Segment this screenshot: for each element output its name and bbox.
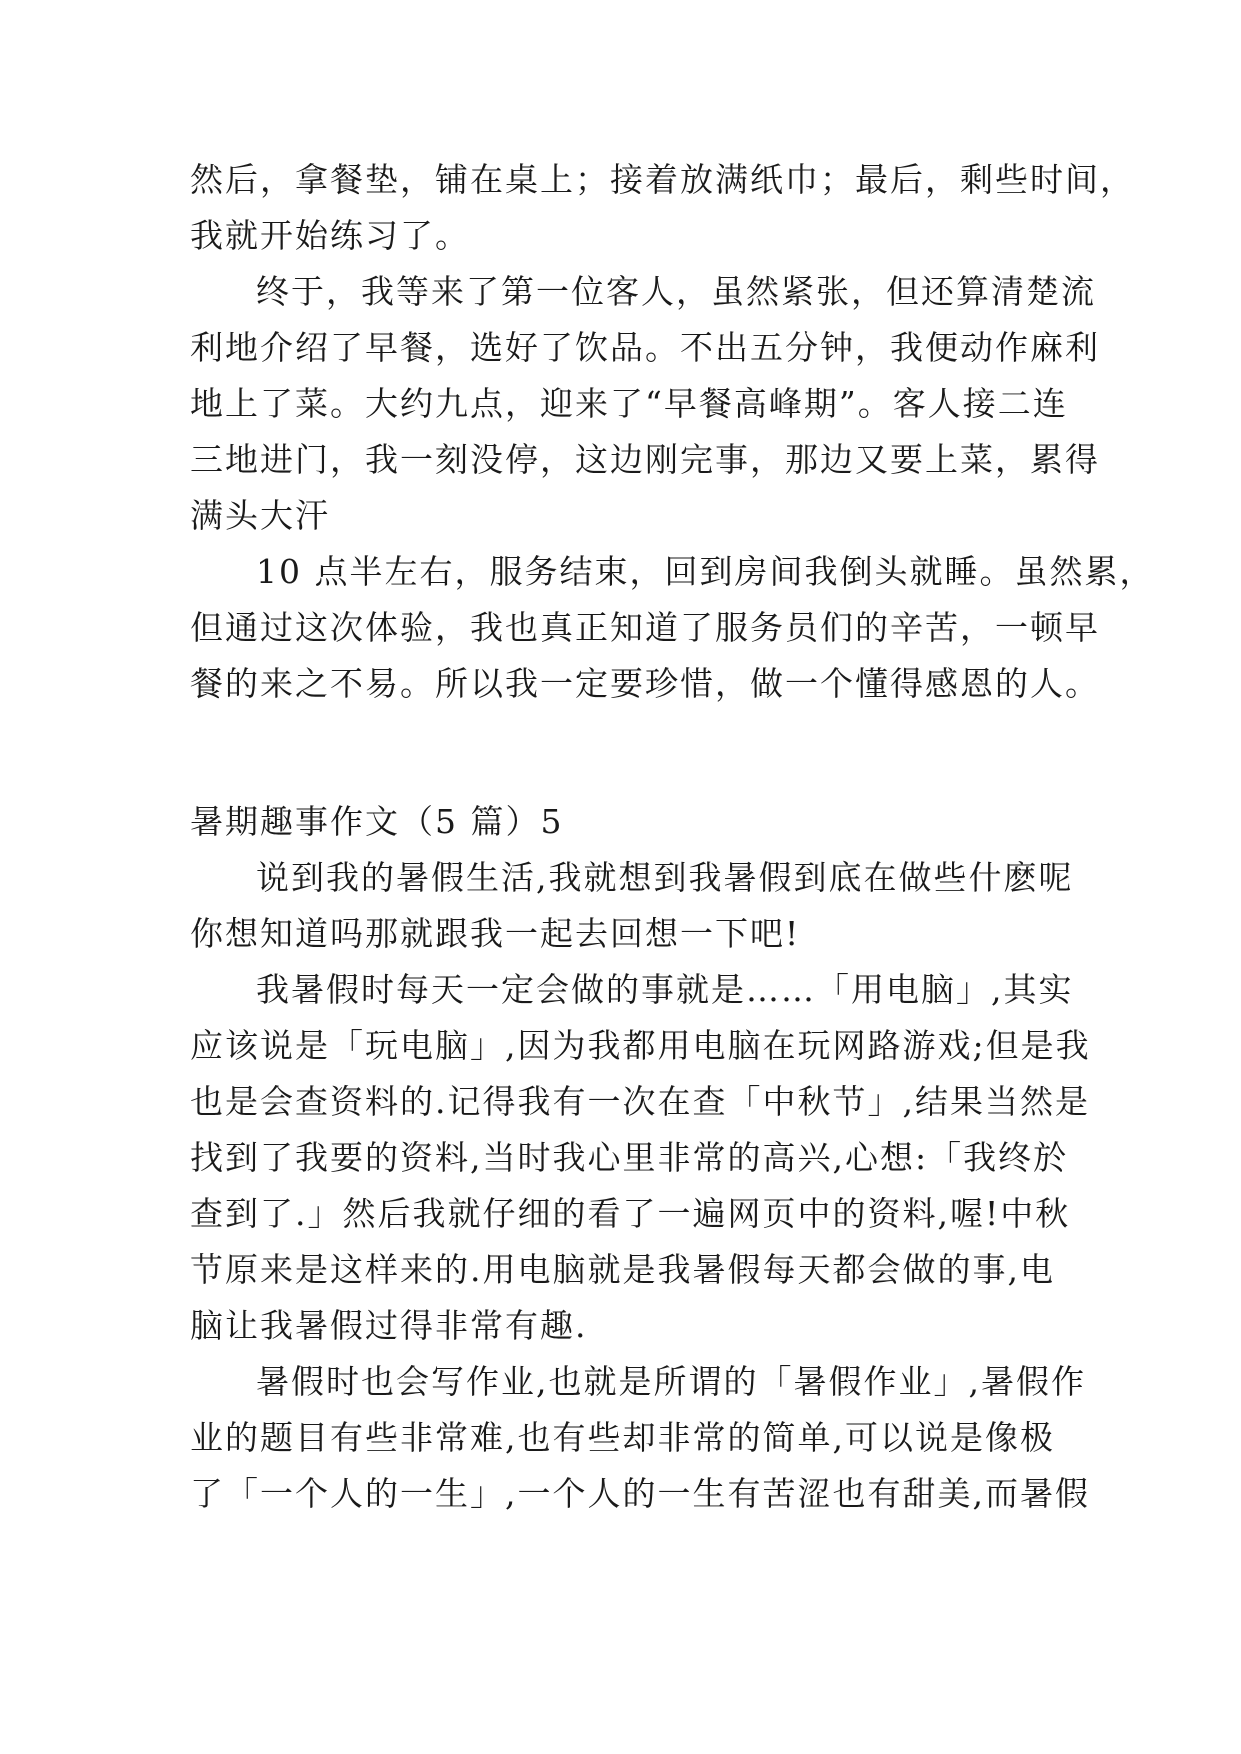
text-line: 了「一个人的一生」,一个人的一生有苦涩也有甜美,而暑假 bbox=[190, 1474, 1090, 1513]
text-line: 满头大汗 bbox=[190, 496, 330, 535]
text-line: 利地介绍了早餐，选好了饮品。不出五分钟，我便动作麻利 bbox=[190, 328, 1100, 367]
text-line: 三地进门，我一刻没停，这边刚完事，那边又要上菜，累得 bbox=[190, 440, 1100, 479]
essay-body-part-2 bbox=[190, 850, 1091, 1522]
text-line: 餐的来之不易。所以我一定要珍惜，做一个懂得感恩的人。 bbox=[190, 664, 1100, 703]
text-line: 也是会查资料的.记得我有一次在查「中秋节」,结果当然是 bbox=[190, 1082, 1090, 1121]
text-line: 节原来是这样来的.用电脑就是我暑假每天都会做的事,电 bbox=[190, 1250, 1055, 1289]
text-line: 然后，拿餐垫，铺在桌上；接着放满纸巾；最后，剩些时间， bbox=[190, 160, 1135, 199]
text-line: 说到我的暑假生活,我就想到我暑假到底在做些什麽呢 bbox=[256, 858, 1074, 897]
text-line: 我暑假时每天一定会做的事就是……「用电脑」,其实 bbox=[256, 970, 1074, 1009]
text-line: 10 点半左右，服务结束，回到房间我倒头就睡。虽然累， bbox=[256, 552, 1155, 591]
text-line: 我就开始练习了。 bbox=[190, 216, 470, 255]
text-line: 终于，我等来了第一位客人，虽然紧张，但还算清楚流 bbox=[256, 272, 1096, 311]
text-line: 找到了我要的资料,当时我心里非常的高兴,心想:「我终於 bbox=[190, 1138, 1069, 1177]
essay-body-part-1 bbox=[190, 152, 1155, 712]
text-line: 应该说是「玩电脑」,因为我都用电脑在玩网路游戏;但是我 bbox=[190, 1026, 1091, 1065]
text-line: 脑让我暑假过得非常有趣. bbox=[190, 1306, 588, 1345]
text-line: 地上了菜。大约九点，迎来了“早餐高峰期”。客人接二连 bbox=[190, 384, 1068, 423]
text-line: 暑假时也会写作业,也就是所谓的「暑假作业」,暑假作 bbox=[256, 1362, 1086, 1401]
text-line: 业的题目有些非常难,也有些却非常的简单,可以说是像极 bbox=[190, 1418, 1055, 1457]
text-line: 查到了.」然后我就仔细的看了一遍网页中的资料,喔!中秋 bbox=[190, 1194, 1071, 1233]
section-title: 暑期趣事作文（5 篇）5 bbox=[190, 802, 564, 841]
text-line: 但通过这次体验，我也真正知道了服务员们的辛苦，一顿早 bbox=[190, 608, 1100, 647]
text-line: 你想知道吗那就跟我一起去回想一下吧! bbox=[190, 914, 801, 953]
